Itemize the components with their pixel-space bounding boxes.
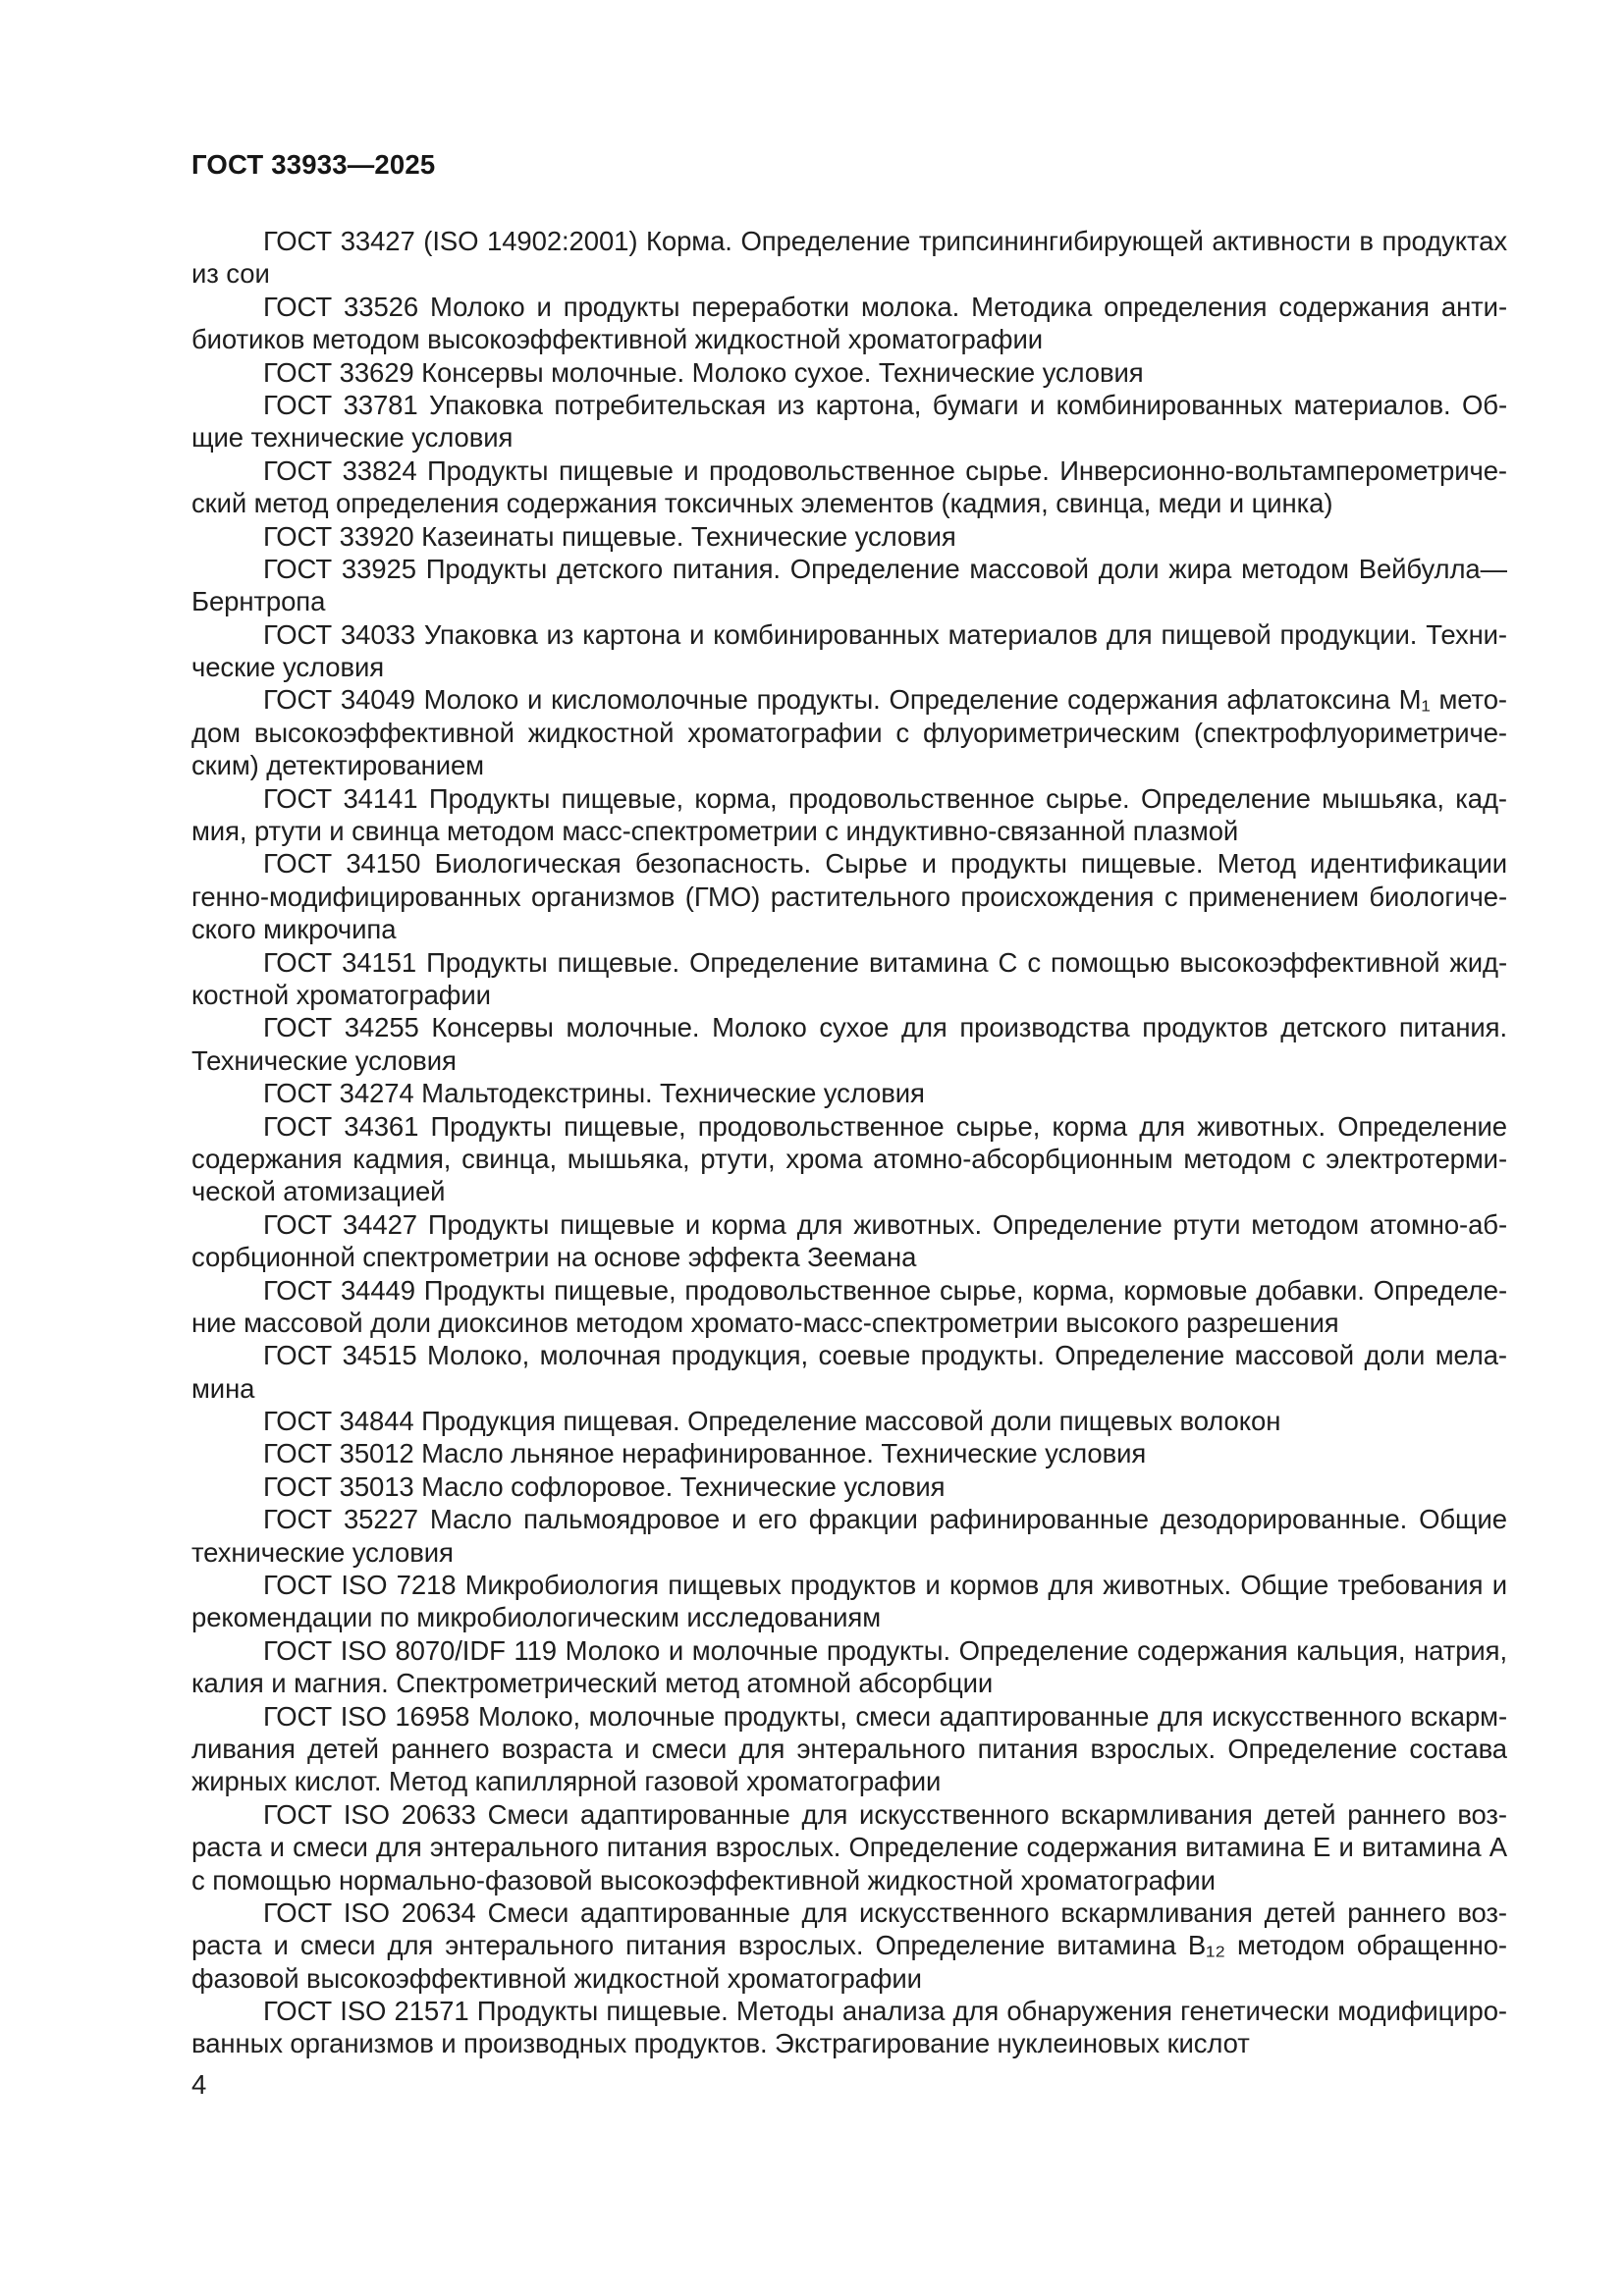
reference-paragraph [191, 553, 1507, 618]
text-line: сорбционной спектрометрии на основе эффекта Зеемана [191, 1242, 917, 1273]
reference-paragraph [191, 1077, 1507, 1109]
text-line: ГОСТ 34151 Продукты пищевые. Определение витамина C с помощью высокоэффективной жид- [263, 946, 1507, 978]
reference-paragraph [191, 389, 1507, 454]
text-line: мина [191, 1372, 255, 1404]
text-line: ГОСТ 33526 Молоко и продукты переработки молока. Методика определения содержания анти- [263, 291, 1507, 322]
text-line: ние массовой доли диоксинов методом хромато-масс-спектрометрии высокого разрешения [191, 1307, 1339, 1338]
text-line: ГОСТ ISO 21571 Продукты пищевые. Методы анализа для обнаружения генетически модифициро- [263, 1996, 1507, 2027]
reference-paragraph [191, 1569, 1507, 1634]
text-line: ГОСТ 35013 Масло софлоровое. Технические условия [263, 1470, 946, 1502]
text-line: ческие условия [191, 652, 385, 683]
text-line: с помощью нормально-фазовой высокоэффективной жидкостной хроматографии [191, 1864, 1216, 1896]
reference-paragraph [191, 1470, 1507, 1503]
references-list [191, 225, 1507, 2060]
text-line: ГОСТ 34255 Консервы молочные. Молоко сухое для производства продуктов детского питания. [263, 1012, 1507, 1043]
page-number: 4 [191, 2069, 207, 2100]
text-line: фазовой высокоэффективной жидкостной хроматографии [191, 1962, 922, 1994]
reference-paragraph [191, 1339, 1507, 1405]
reference-paragraph [191, 946, 1507, 1012]
text-line: ГОСТ 34361 Продукты пищевые, продовольственное сырье, корма для животных. Определение [263, 1110, 1507, 1142]
text-line: ским) детектированием [191, 750, 484, 781]
text-line: ГОСТ 35012 Масло льняное нерафинированное. Технические условия [263, 1438, 1147, 1469]
text-line: жирных кислот. Метод капиллярной газовой хроматографии [191, 1766, 942, 1797]
reference-paragraph [191, 1208, 1507, 1274]
text-line: ГОСТ 34844 Продукция пищевая. Определение массовой доли пищевых волокон [263, 1406, 1281, 1437]
text-line: генно-модифицированных организмов (ГМО) растительного происхождения с применением биологиче- [191, 881, 1507, 912]
text-line: ГОСТ 35227 Масло пальмоядровое и его фракции рафинированные дезодорированные. Общие [263, 1504, 1507, 1535]
reference-paragraph [191, 1503, 1507, 1569]
reference-paragraph [191, 1798, 1507, 1896]
text-line: рекомендации по микробиологическим исследованиям [191, 1602, 882, 1633]
text-line: ГОСТ ISO 20634 Смеси адаптированные для искусственного вскармливания детей раннего воз- [263, 1896, 1507, 1928]
reference-paragraph [191, 1700, 1507, 1798]
text-line: ГОСТ 34150 Биологическая безопасность. Сырье и продукты пищевые. Метод идентификации [263, 848, 1507, 880]
reference-paragraph [191, 356, 1507, 389]
text-line: ского микрочипа [191, 914, 397, 945]
reference-paragraph [191, 1896, 1507, 1995]
reference-paragraph [191, 225, 1507, 291]
text-line: ванных организмов и производных продуктов. Экстрагирование нуклеиновых кислот [191, 2028, 1250, 2059]
reference-paragraph [191, 683, 1507, 781]
text-line: ГОСТ 34427 Продукты пищевые и корма для животных. Определение ртути методом атомно-аб- [263, 1208, 1507, 1240]
text-line: Бернтропа [191, 586, 326, 617]
reference-paragraph [191, 847, 1507, 945]
text-line: ГОСТ ISO 20633 Смеси адаптированные для искусственного вскармливания детей раннего воз- [263, 1798, 1507, 1830]
text-line: раста и смеси для энтерального питания взрослых. Определение витамина B₁₂ методом обращенно- [191, 1930, 1507, 1961]
text-line: ГОСТ 33427 (ISO 14902:2001) Корма. Определение трипсинингибирующей активности в продуктах [263, 226, 1507, 256]
text-line: ГОСТ 34049 Молоко и кисломолочные продукты. Определение содержания афлатоксина M₁ мето- [263, 684, 1507, 716]
reference-paragraph [191, 618, 1507, 684]
text-line: ческой атомизацией [191, 1176, 446, 1207]
text-line: биотиков методом высокоэффективной жидкостной хроматографии [191, 324, 1043, 355]
text-line: содержания кадмия, свинца, мышьяка, ртути, хрома атомно-абсорбционным методом с электротерми- [191, 1143, 1507, 1174]
text-line: костной хроматографии [191, 979, 491, 1010]
text-line: щие технические условия [191, 422, 514, 454]
text-line: ГОСТ 34033 Упаковка из картона и комбинированных материалов для пищевой продукции. Техни- [263, 618, 1507, 650]
reference-paragraph [191, 1274, 1507, 1340]
text-line: ГОСТ 33629 Консервы молочные. Молоко сухое. Технические условия [263, 356, 1144, 388]
text-line: ГОСТ 33824 Продукты пищевые и продовольственное сырье. Инверсионно-вольтамперометриче- [263, 454, 1507, 486]
text-line: ливания детей раннего возраста и смеси для энтерального питания взрослых. Определение состава [191, 1733, 1507, 1764]
text-line: Технические условия [191, 1044, 457, 1076]
text-line: технические условия [191, 1536, 454, 1568]
reference-paragraph [191, 782, 1507, 848]
reference-paragraph [191, 520, 1507, 553]
text-line: дом высокоэффективной жидкостной хроматографии с флуориметрическим (спектрофлуориметриче- [191, 717, 1507, 748]
text-line: из сои [191, 258, 270, 290]
document-header: ГОСТ 33933—2025 [191, 149, 436, 180]
text-line: раста и смеси для энтерального питания взрослых. Определение содержания витамина E и витамина A [191, 1832, 1507, 1863]
reference-paragraph [191, 1634, 1507, 1700]
reference-paragraph [191, 454, 1507, 520]
text-line: ГОСТ 33781 Упаковка потребительская из картона, бумаги и комбинированных материалов. Об- [263, 389, 1507, 420]
reference-paragraph [191, 1110, 1507, 1208]
text-line: ГОСТ 33925 Продукты детского питания. Определение массовой доли жира методом Вейбулла— [263, 553, 1507, 584]
text-line: ГОСТ 34449 Продукты пищевые, продовольственное сырье, корма, кормовые добавки. Определе- [263, 1274, 1507, 1306]
text-line: ский метод определения содержания токсичных элементов (кадмия, свинца, меди и цинка) [191, 488, 1333, 519]
text-line: ГОСТ 34274 Мальтодекстрины. Технические условия [263, 1078, 925, 1109]
reference-paragraph [191, 1995, 1507, 2060]
text-line: калия и магния. Спектрометрический метод атомной абсорбции [191, 1668, 994, 1699]
reference-paragraph [191, 1011, 1507, 1077]
text-line: ГОСТ 34515 Молоко, молочная продукция, соевые продукты. Определение массовой доли мела- [263, 1340, 1507, 1371]
reference-paragraph [191, 1405, 1507, 1437]
text-line: ГОСТ ISO 7218 Микробиология пищевых продуктов и кормов для животных. Общие требования и [263, 1570, 1507, 1601]
text-line: ГОСТ 34141 Продукты пищевые, корма, продовольственное сырье. Определение мышьяка, кад- [263, 782, 1507, 814]
text-line: ГОСТ ISO 16958 Молоко, молочные продукты, смеси адаптированные для искусственного вскарм- [263, 1700, 1507, 1732]
reference-paragraph [191, 291, 1507, 356]
text-line: ГОСТ ISO 8070/IDF 119 Молоко и молочные продукты. Определение содержания кальция, натрия, [263, 1634, 1507, 1666]
text-line: мия, ртути и свинца методом масс-спектрометрии с индуктивно-связанной плазмой [191, 816, 1239, 847]
reference-paragraph [191, 1437, 1507, 1469]
text-line: ГОСТ 33920 Казеинаты пищевые. Технические условия [263, 520, 956, 552]
